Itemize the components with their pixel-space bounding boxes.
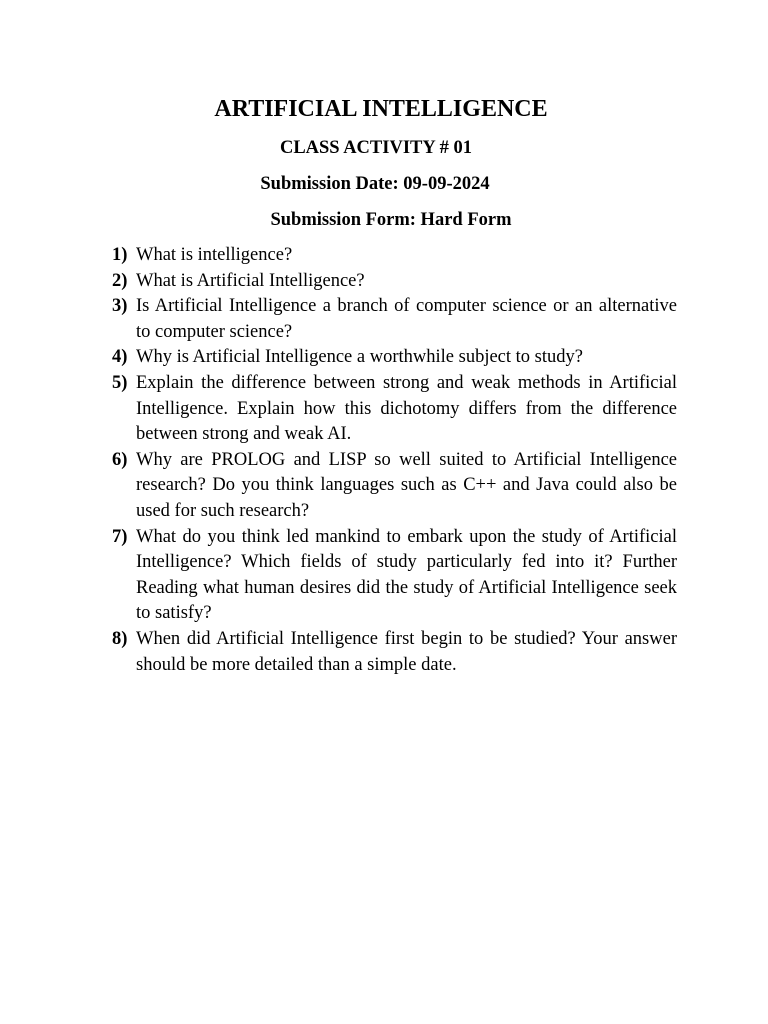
question-number: 7) <box>112 526 128 547</box>
question-number: 8) <box>112 628 128 649</box>
question-text: What is intelligence? <box>136 245 293 265</box>
question-text: Why is Artificial Intelligence a worthwhile subject to study? <box>136 347 583 368</box>
question-number: 1) <box>112 245 128 265</box>
question-number: 6) <box>112 449 128 470</box>
question-text: Why are PROLOG and LISP so well suited to Artificial Intelligence research? Do you think languages such as C++ and Java could also be used for such research? <box>136 449 677 521</box>
submission-form: Submission Form: Hard Form <box>270 210 512 230</box>
submission-date: Submission Date: 09-09-2024 <box>260 174 490 194</box>
question-item <box>112 269 677 295</box>
question-item <box>112 627 677 678</box>
question-text: What do you think led mankind to embark upon the study of Artificial Intelligence? Which fields of study particularly fed into it? Further Reading what human desires did the study of Artificial Intelligence seek to satisfy? <box>136 526 677 624</box>
question-item <box>112 294 677 345</box>
question-list <box>112 243 677 678</box>
question-text: Is Artificial Intelligence a branch of computer science or an alternative to computer science? <box>136 296 677 342</box>
question-number: 2) <box>112 270 128 291</box>
question-number: 5) <box>112 372 128 393</box>
question-text: When did Artificial Intelligence first begin to be studied? Your answer should be more detailed than a simple date. <box>136 628 677 675</box>
question-item <box>112 525 677 627</box>
question-number: 4) <box>112 347 128 368</box>
question-number: 3) <box>112 296 128 317</box>
question-item <box>112 448 677 525</box>
question-item <box>112 243 677 269</box>
question-item <box>112 371 677 448</box>
document-title: ARTIFICIAL INTELLIGENCE <box>214 96 548 122</box>
question-text: Explain the difference between strong and weak methods in Artificial Intelligence. Explain how this dichotomy differs from the difference between strong and weak AI. <box>136 372 677 445</box>
activity-heading: CLASS ACTIVITY # 01 <box>279 138 473 158</box>
question-item <box>112 345 677 371</box>
question-text: What is Artificial Intelligence? <box>136 270 365 291</box>
